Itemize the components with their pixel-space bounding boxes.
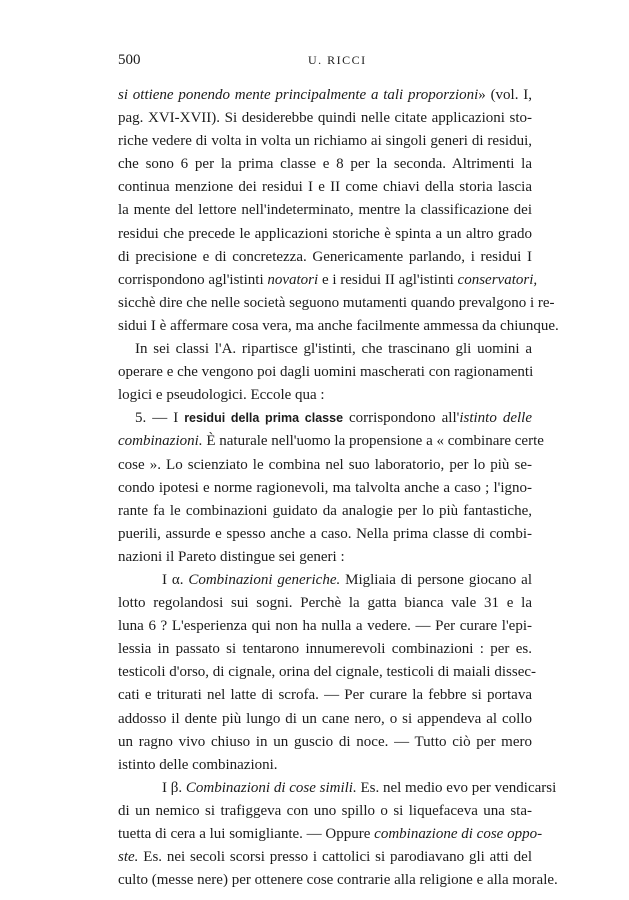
text-run: I α. [162,571,189,588]
text-line: operare e che vengono poi dagli uomini mascherati con ragionamenti [118,364,534,381]
text-run: e i residui II agl'istinti [318,271,458,288]
text-line: che sono 6 per la prima classe e 8 per la seconda. Altrimenti la [118,156,532,173]
text-line: di precisione e di concretezza. Genericamente parlando, i residui I [118,248,532,265]
text-line: condo ipotesi e norme ragionevoli, ma talvolta anche a caso ; l'igno- [118,479,532,496]
body-text [118,84,559,892]
text-line: culto (messe nere) per ottenere cose contrarie alla religione e alla morale. [118,872,558,889]
text-line: lessia in passato si tentarono innumerevoli combinazioni : per es. [118,641,532,658]
emphasis-italic: novatori [267,271,319,288]
text-line [118,823,543,846]
text-line: pag. XVI-XVII). Si desiderebbe quindi nelle citate applicazioni sto- [118,110,532,127]
text-line: la mente del lettore nell'indeterminato, mentre la classificazione dei [118,202,532,219]
text-run: tuetta di cera a lui somigliante. — Oppure [118,826,375,842]
text-line [118,846,532,869]
text-line: riche vedere di volta in volta un richiamo ai singoli generi di residui, [118,133,532,150]
emphasis-italic: combinazione di cose oppo- [374,826,543,842]
quote-italic: si ottiene ponendo mente principalmente a tali proporzioni [118,87,479,103]
subsection-line [118,777,557,800]
text-run: » (vol. I, [478,87,532,103]
page-number: 500 [118,52,141,68]
text-line: continua menzione dei residui I e II come chiavi della storia lascia [118,179,532,196]
text-line: rante fa le combinazioni guidato da analogie per lo più fantastiche, [118,502,532,519]
text-line: un ragno vivo chiuso in un guscio di noce. — Tutto ciò per mero [118,733,532,750]
emphasis-italic: Combinazioni generiche. [188,571,341,588]
text-line: istinto delle combinazioni. [118,756,278,773]
page-header [118,52,532,72]
text-line: di un nemico si trafiggeva con uno spillo o si liquefaceva una sta- [118,802,532,819]
text-run: I β. [162,779,186,796]
text-run: corrispondono agl'istinti [118,271,268,288]
text-line: puerili, assurde e spesso anche a caso. Nella prima classe di combi- [118,525,532,542]
text-run: Es. nel medio evo per vendicarsi [356,779,557,796]
emphasis-italic: istinto delle [459,410,532,427]
subsection-line [118,569,532,592]
text-line: addosso il dente più lungo di un cane nero, o si appendeva al collo [118,710,532,727]
text-run: 5. — I [135,410,185,427]
text-line: lotto regolandosi sui sogni. Perchè la gatta bianca vale 31 e la [118,595,532,612]
text-line: nazioni il Pareto distingue sei generi : [118,548,345,565]
text-line: logici e pseudologici. Eccole qua : [118,387,325,404]
text-line: cati e triturati nel latte di scrofa. — Per curare la febbre si portava [118,687,532,704]
emphasis-italic: combinazioni. [118,433,203,450]
emphasis-italic: ste. [118,849,139,866]
text-line: luna 6 ? L'esperienza qui non ha nulla a vedere. — Per curare l'epi- [118,618,532,635]
text-line: sidui I è affermare cosa vera, ma anche facilmente ammessa da chiunque. [118,317,559,334]
paragraph-start: In sei classi l'A. ripartisce gl'istinti, che trascinano gli uomini a [135,341,532,358]
text-run: Es. nei secoli scorsi presso i cattolici si parodiavano gli atti del [138,849,532,866]
text-run: corrispondono all' [343,410,460,427]
spaced-emphasis: residui della prima classe [184,411,344,426]
text-line: cose ». Lo scienziato le combina nel suo laboratorio, per lo più se- [118,456,532,473]
text-line [118,430,544,453]
emphasis-italic: conservatori, [457,271,538,288]
text-line: residui che precede le applicazioni storiche è spinta a un altro grado [118,225,532,242]
emphasis-italic: Combinazioni di cose simili. [185,779,357,796]
running-head: U. RICCI [308,53,367,67]
text-run: Migliaia di persone giocano al [340,571,532,588]
text-line: testicoli d'orso, di cignale, orina del cignale, testicoli di maiali dissec- [118,664,537,681]
text-run: È naturale nell'uomo la propensione a « combinare certe [202,433,544,450]
section-heading-line [118,407,532,430]
text-line [118,84,532,107]
text-line: sicchè dire che nelle società seguono mutamenti quando prevalgono i re- [118,294,555,311]
text-line [118,269,538,292]
